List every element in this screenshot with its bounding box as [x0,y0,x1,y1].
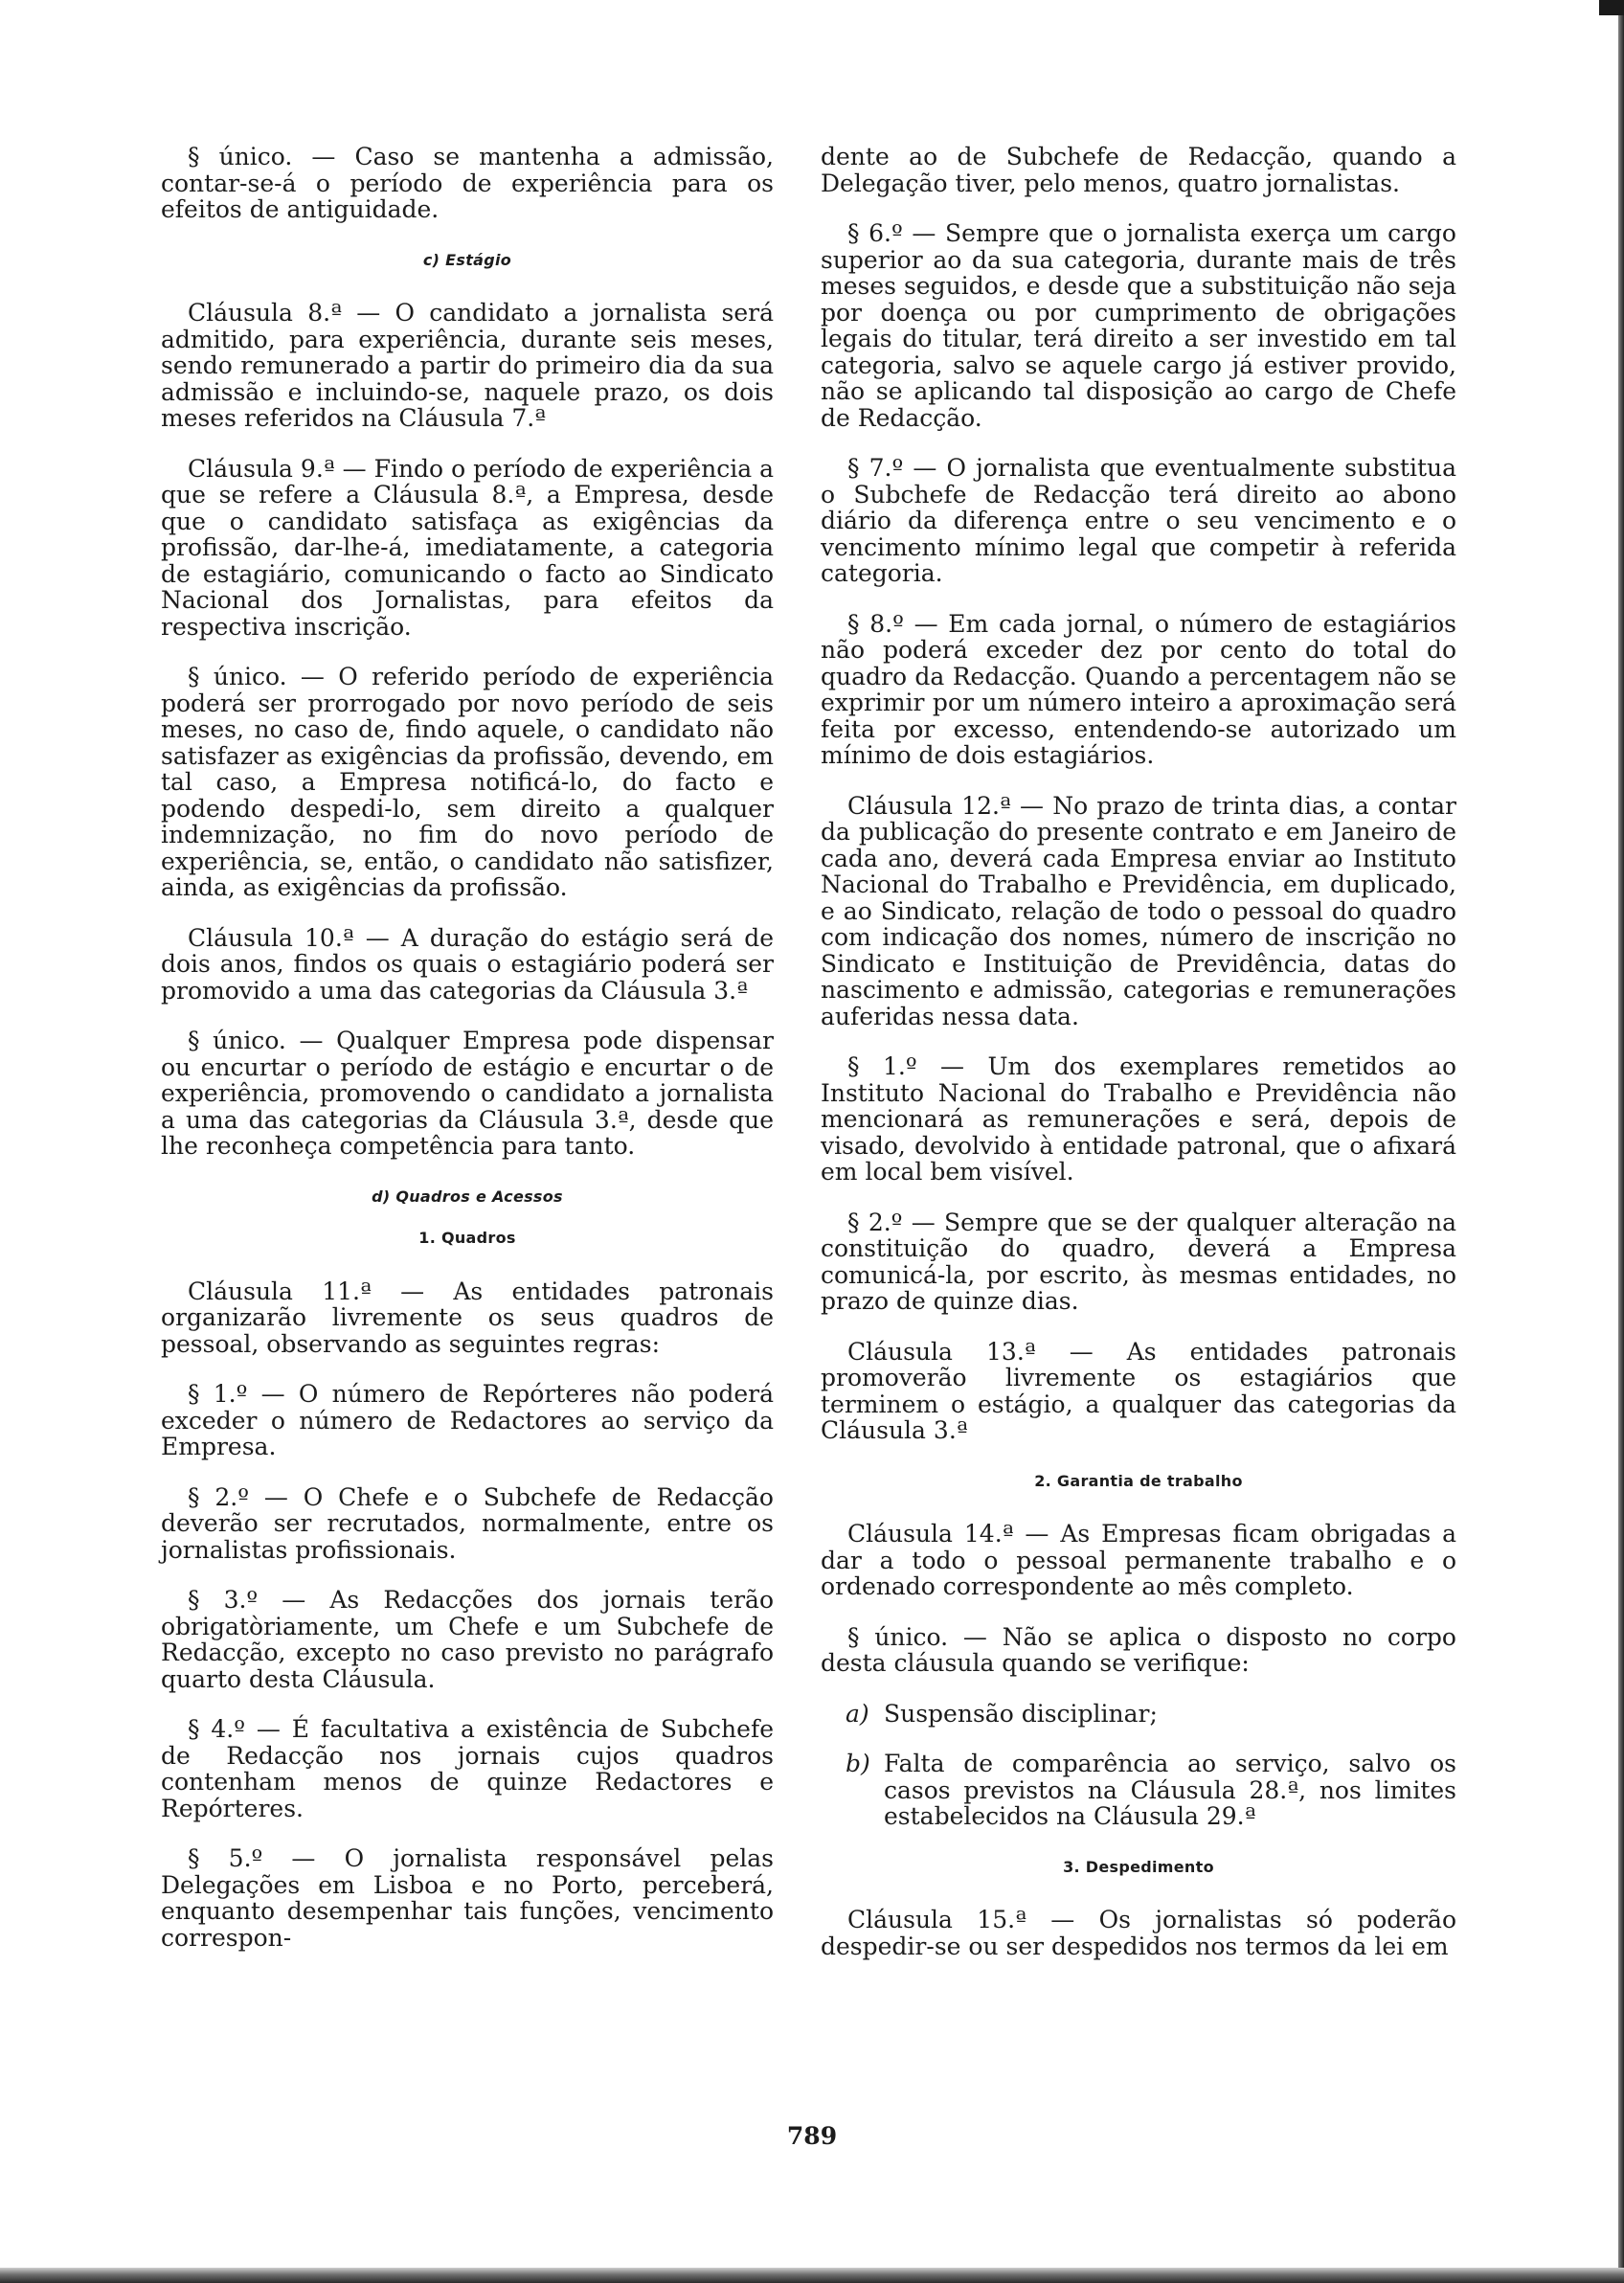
section-heading-quadros-acessos: d) Quadros e Acessos [372,1187,563,1206]
left-column [161,144,774,1975]
list-marker: a) [846,1699,869,1728]
paragraph: Cláusula 12.ª — No prazo de trinta dias, a contar da publicação do presente contrato e em Janeiro de cada ano, deverá cada Empresa enviar ao Instituto Nacional do Trabalho e Previdência, em duplicado, e ao Sindicato, relação de todo o pessoal do quadro com indicação dos nomes, número de inscrição no Sindicato e Instituição de Previdência, datas do nascimento e admissão, categorias e remunerações auferidas nessa data. [821,791,1456,1030]
paragraph: § 1.º — Um dos exemplares remetidos ao Instituto Nacional do Trabalho e Previdência não mencionará as remunerações e será, depois de visado, devolvido à entidade patronal, que o afixará em local bem visível. [821,1052,1456,1186]
scan-corner [1599,0,1624,15]
paragraph: § único. — Não se aplica o disposto no corpo desta cláusula quando se verifique: [821,1622,1456,1677]
paragraph: § 8.º — Em cada jornal, o número de estagiários não poderá exceder dez por cento do total do quadro da Redacção. Quando a percentagem não se exprimir por um número inteiro a aproximação será feita por excesso, entendendo-se autorizado um mínimo de dois estagiários. [821,609,1456,769]
paragraph: § único. — Caso se mantenha a admissão, contar-se-á o período de experiência para os efeitos de antiguidade. [161,143,774,223]
paragraph: § 4.º — É facultativa a existência de Subchefe de Redacção nos jornais cujos quadros contenham menos de quinze Redactores e Repórteres. [161,1715,774,1822]
paragraph: § 1.º — O número de Repórteres não poderá exceder o número de Redactores ao serviço da Empresa. [161,1380,774,1460]
paragraph: Cláusula 8.ª — O candidato a jornalista será admitido, para experiência, durante seis meses, sendo remunerado a partir do primeiro dia da sua admissão e incluindo-se, naquele prazo, os dois meses referidos na Cláusula 7.ª [161,299,774,432]
paragraph: Cláusula 9.ª — Findo o período de experiência a que se refere a Cláusula 8.ª, a Empresa, desde que o candidato satisfaça as exigências da profissão, dar-lhe-á, imediatamente, a categoria de estagiário, comunicando o facto ao Sindicato Nacional dos Jornalistas, para efeitos da respectiva inscrição. [161,454,774,641]
paragraph: Cláusula 10.ª — A duração do estágio será de dois anos, findos os quais o estagiário poderá ser promovido a uma das categorias da Cláusula 3.ª [161,923,774,1005]
paragraph: § 2.º — Sempre que se der qualquer alteração na constituição do quadro, deverá a Empresa comunicá-la, por escrito, às mesmas entidades, no prazo de quinze dias. [821,1208,1456,1315]
paragraph: § único. — Qualquer Empresa pode dispensar ou encurtar o período de estágio e encurtar o de experiência, promovendo o candidato a jornalista a uma das categorias da Cláusula 3.ª, desde que lhe reconheça competência para tanto. [161,1027,774,1160]
subsection-heading-despedimento: 3. Despedimento [1063,1857,1214,1876]
right-column [821,144,1456,1983]
subsection-heading-quadros: 1. Quadros [418,1229,516,1247]
paragraph: Cláusula 13.ª — As entidades patronais promoverão livremente os estagiários que terminem o estágio, a qualquer das categorias da Cláusula 3.ª [821,1337,1456,1444]
paragraph-continuation: dente ao de Subchefe de Redacção, quando a Delegação tiver, pelo menos, quatro jornalistas. [821,143,1456,197]
paragraph: § 3.º — As Redacções dos jornais terão obrigatòriamente, um Chefe e um Subchefe de Redacção, excepto no caso previsto no parágrafo quarto desta Cláusula. [161,1586,774,1693]
page-number: 789 [786,2122,838,2150]
scan-edge-right [1618,0,1624,2283]
paragraph: § único. — O referido período de experiência poderá ser prorrogado por novo período de seis meses, no caso de, findo aquele, o candidato não satisfazer as exigências da profissão, devendo, em tal caso, a Empresa notificá-lo, do facto e podendo despedi-lo, sem direito a qualquer indemnização, no fim do novo período de experiência, se, então, o candidato não satisfizer, ainda, as exigências da profissão. [161,663,774,901]
scan-edge-bottom [0,2268,1624,2283]
paragraph: Cláusula 14.ª — As Empresas ficam obrigadas a dar a todo o pessoal permanente trabalho e o ordenado correspondente ao mês completo. [821,1520,1456,1600]
list-item-text: Suspensão disciplinar; [884,1699,1158,1728]
list-item [821,1701,1456,1728]
subsection-heading-garantia: 2. Garantia de trabalho [1034,1471,1243,1490]
list-marker: b) [846,1750,870,1777]
list-item [821,1751,1456,1830]
paragraph: § 7.º — O jornalista que eventualmente substitua o Subchefe de Redacção terá direito ao abono diário da diferença entre o seu vencimento e o vencimento mínimo legal que competir à referida categoria. [821,454,1456,587]
section-heading-estagio: c) Estágio [422,250,512,269]
paragraph: § 5.º — O jornalista responsável pelas Delegações em Lisboa e no Porto, perceberá, enquanto desempenhar tais funções, vencimento correspon- [161,1844,774,1952]
paragraph: Cláusula 15.ª — Os jornalistas só poderão despedir-se ou ser despedidos nos termos da lei em [821,1906,1456,1960]
paragraph: § 6.º — Sempre que o jornalista exerça um cargo superior ao da sua categoria, durante mais de três meses seguidos, e desde que a substituição não seja por doença ou por cumprimento de obrigações legais do titular, terá direito a ser investido em tal categoria, salvo se aquele cargo já estiver provido, não se aplicando tal disposição ao cargo de Chefe de Redacção. [821,219,1456,432]
paragraph: § 2.º — O Chefe e o Subchefe de Redacção deverão ser recrutados, normalmente, entre os jornalistas profissionais. [161,1482,774,1564]
list-item-text: Falta de comparência ao serviço, salvo os casos previstos na Cláusula 28.ª, nos limites estabelecidos na Cláusula 29.ª [884,1750,1456,1830]
paragraph: Cláusula 11.ª — As entidades patronais organizarão livremente os seus quadros de pessoal, observando as seguintes regras: [161,1277,774,1358]
